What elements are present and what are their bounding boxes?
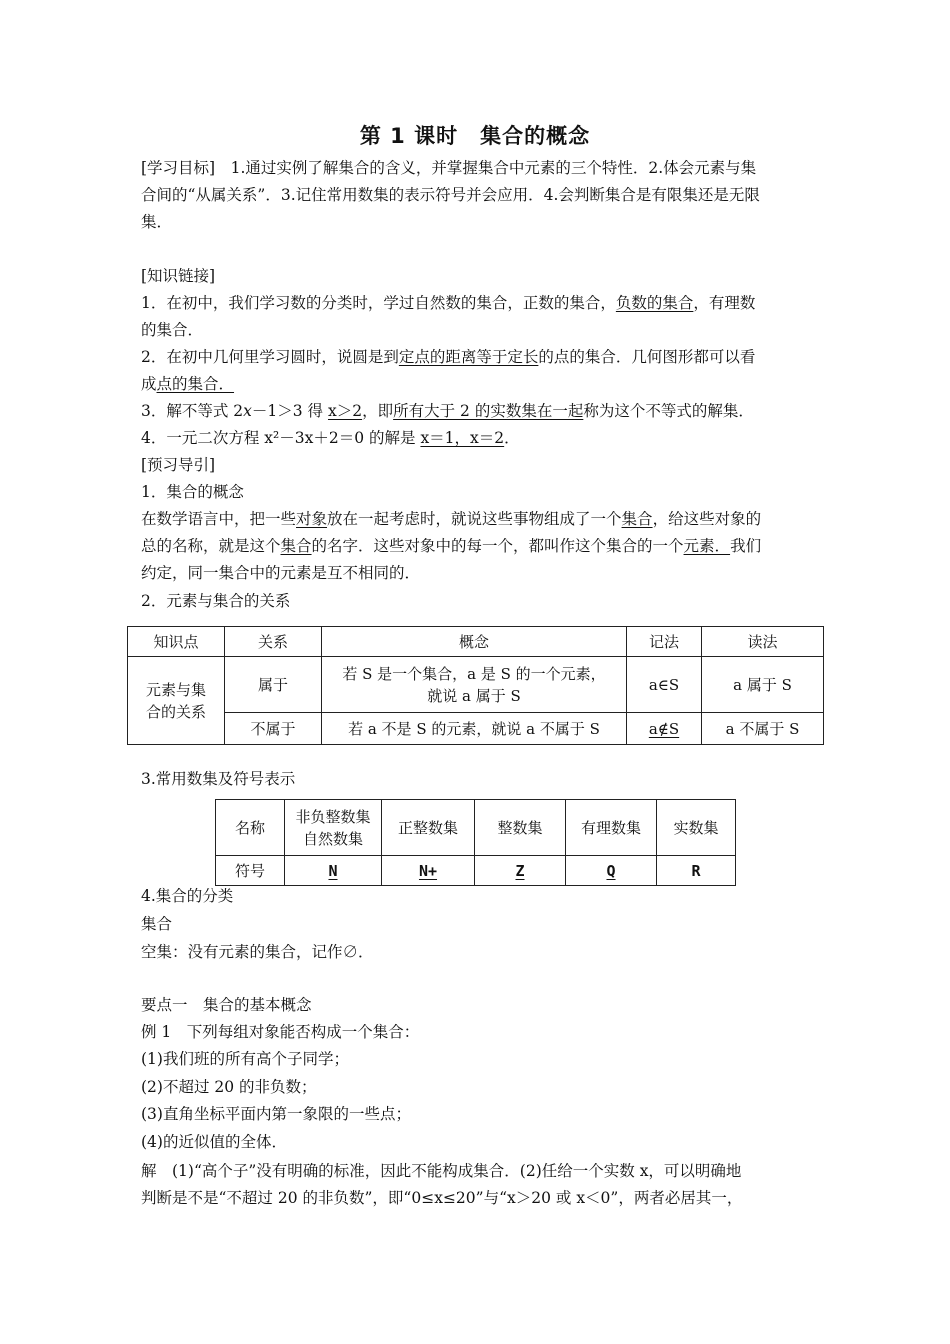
knowledge-item-1-cont: 的集合． — [141, 321, 204, 339]
text: 3．解不等式 2 — [141, 402, 244, 420]
text: 总的名称，就是这个 — [141, 537, 281, 555]
knowledge-item-1 — [141, 292, 821, 314]
section-1-line-3: 约定，同一集合中的元素是互不相同的． — [141, 564, 421, 582]
text: 1．在初中，我们学习数的分类时，学过自然数的集合，正数的集合， — [141, 294, 616, 312]
knowledge-item-2 — [141, 346, 821, 368]
number-sets-table — [215, 799, 736, 886]
group-label-line: 元素与集 — [145, 680, 206, 699]
example-question-2: (2)不超过 20 的非负数； — [141, 1078, 317, 1096]
objectives-line-1: [学习目标] 1.通过实例了解集合的含义，并掌握集合中元素的三个特性．2.体会元素与集 — [141, 159, 757, 177]
solution-line-2: 判断是不是“不超过 20 的非负数”，即“0≤x≤20”与“x＞20 或 x＜0”，两者必居其一， — [141, 1189, 743, 1207]
blank-answer: 负数的集合 — [615, 294, 694, 312]
symbol: N — [328, 861, 338, 880]
group-label-line: 合的关系 — [145, 702, 206, 721]
section-1-line-1 — [141, 508, 821, 530]
reading-cell: a 属于 S — [702, 657, 824, 713]
blank-answer: 集合 — [280, 537, 312, 555]
table-header: 读法 — [702, 627, 824, 657]
section-4-line-2: 空集：没有元素的集合，记作∅． — [141, 943, 374, 961]
group-cell — [128, 657, 225, 745]
section-1-line-2 — [141, 535, 821, 557]
symbol-cell — [475, 856, 566, 886]
text: 2．在初中几何里学习圆时，说圆是到 — [141, 348, 399, 366]
blank-answer: x＞2 — [327, 402, 363, 420]
blank-answer: x＝1，x＝2 — [420, 429, 505, 447]
text: 我们 — [730, 537, 762, 555]
blank-answer: 点的集合． — [156, 375, 235, 393]
blank-answer: 集合 — [621, 510, 653, 528]
set-name-cell: 实数集 — [657, 800, 736, 856]
symbol-cell — [285, 856, 382, 886]
concept-line: 若 S 是一个集合，a 是 S 的一个元素， — [342, 664, 606, 683]
set-name-line: 非负整数集 — [295, 807, 371, 826]
blank-answer: a∉S — [648, 719, 680, 738]
set-name-cell: 有理数集 — [566, 800, 657, 856]
blank-answer: 所有大于 2 的实数集在一起 — [393, 402, 584, 420]
knowledge-item-4 — [141, 427, 821, 449]
knowledge-item-3 — [141, 400, 821, 422]
section-4-title: 4.集合的分类 — [141, 887, 234, 905]
text: －1＞3 得 — [251, 402, 328, 420]
preview-heading: [预习导引] — [141, 456, 216, 474]
text: ，给这些对象的 — [652, 510, 762, 528]
example-question-1: (1)我们班的所有高个子同学； — [141, 1050, 349, 1068]
text: 成 — [141, 375, 157, 393]
symbol: N+ — [418, 861, 438, 880]
symbol-cell — [566, 856, 657, 886]
text: ，即 — [362, 402, 394, 420]
symbol-cell — [382, 856, 475, 886]
symbol: Q — [606, 861, 616, 880]
symbol: R — [691, 861, 701, 880]
relation-cell: 属于 — [225, 657, 322, 713]
relation-cell: 不属于 — [225, 713, 322, 745]
notation-cell — [627, 713, 702, 745]
notation-cell: a∈S — [627, 657, 702, 713]
table-header: 关系 — [225, 627, 322, 657]
example-title: 例 1 下列每组对象能否构成一个集合： — [141, 1023, 420, 1041]
text: 的名字．这些对象中的每一个，都叫作这个集合的一个 — [311, 537, 684, 555]
text: 放在一起考虑时，就说这些事物组成了一个 — [327, 510, 622, 528]
knowledge-link-heading: [知识链接] — [141, 267, 216, 285]
set-name-cell — [285, 800, 382, 856]
text: 在数学语言中，把一些 — [141, 510, 297, 528]
table-header: 概念 — [322, 627, 627, 657]
blank-answer: 对象 — [296, 510, 328, 528]
concept-line: 就说 a 属于 S — [427, 686, 521, 705]
section-1-title: 1．集合的概念 — [141, 483, 244, 501]
set-name-line: 自然数集 — [302, 829, 363, 848]
concept-cell: 若 a 不是 S 的元素，就说 a 不属于 S — [322, 713, 627, 745]
section-3-title: 3.常用数集及符号表示 — [141, 770, 296, 788]
set-name-cell: 正整数集 — [382, 800, 475, 856]
text: 4．一元二次方程 — [141, 429, 265, 447]
row-label: 名称 — [216, 800, 285, 856]
set-name-cell: 整数集 — [475, 800, 566, 856]
variable: x — [243, 402, 252, 420]
objectives-line-2: 合间的“从属关系”．3.记住常用数集的表示符号并会应用．4.会判断集合是有限集还是无限 — [141, 186, 760, 204]
text: 称为这个不等式的解集． — [583, 402, 754, 420]
table-header: 记法 — [627, 627, 702, 657]
knowledge-item-2-cont — [141, 373, 821, 395]
section-4-line-1: 集合 — [141, 915, 173, 933]
reading-cell: a 不属于 S — [702, 713, 824, 745]
symbol-cell — [657, 856, 736, 886]
symbol: Z — [515, 861, 525, 880]
equation: x²－3x＋2＝0 的解是 — [264, 429, 421, 447]
text: ，有理数 — [693, 294, 756, 312]
row-label: 符号 — [216, 856, 285, 886]
text: 的点的集合．几何图形都可以看 — [538, 348, 756, 366]
relation-table — [127, 626, 824, 745]
page-title: 第 1 课时 集合的概念 — [359, 124, 591, 148]
text: ． — [504, 429, 520, 447]
example-question-4: (4)的近似值的全体． — [141, 1133, 287, 1151]
section-2-title: 2．元素与集合的关系 — [141, 592, 291, 610]
table-header: 知识点 — [128, 627, 225, 657]
key-point-heading: 要点一 集合的基本概念 — [141, 996, 312, 1014]
blank-answer: 定点的距离等于定长 — [398, 348, 539, 366]
objectives-line-3: 集． — [141, 213, 173, 231]
concept-cell — [322, 657, 627, 713]
blank-answer: 元素． — [683, 537, 731, 555]
solution-line-1: 解 (1)“高个子”没有明确的标准，因此不能构成集合．(2)任给一个实数 x，可以明确地 — [141, 1162, 742, 1180]
example-question-3: (3)直角坐标平面内第一象限的一些点； — [141, 1105, 411, 1123]
